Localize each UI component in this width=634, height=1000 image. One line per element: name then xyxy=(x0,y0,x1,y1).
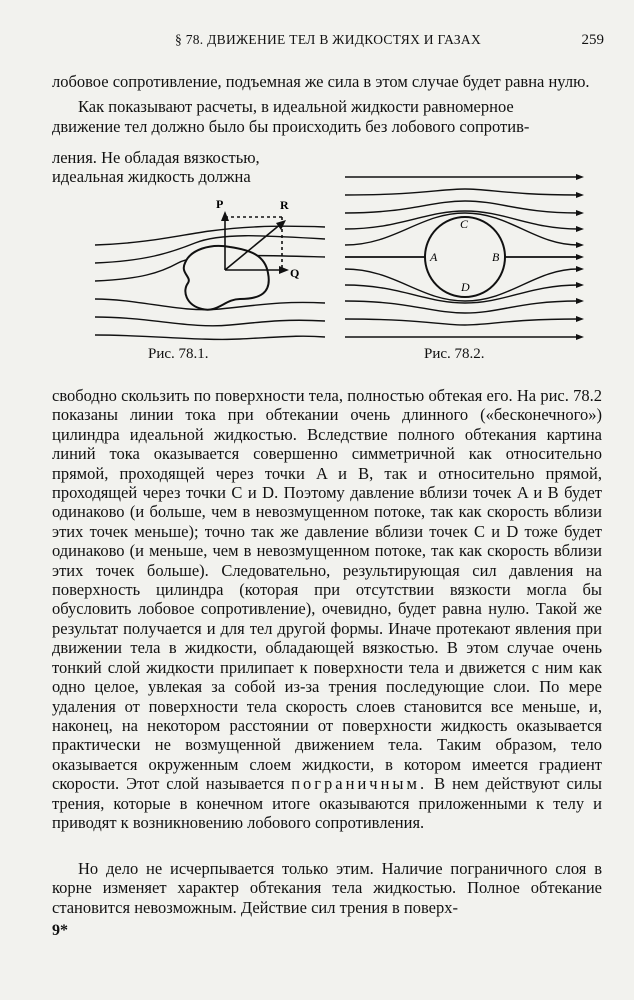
page-number: 259 xyxy=(581,32,604,48)
caption-78-2: Рис. 78.2. xyxy=(424,346,485,362)
main-tail: В нем действуют силы трения, которые в конечном итоге оказываются приложенными к телу и приводят к возникновению лобового сопротивления. xyxy=(52,774,603,832)
signature-mark: 9* xyxy=(52,922,68,939)
paragraph-2-line-1: Как показывают расчеты, в идеальной жидкости равномерное xyxy=(78,97,514,117)
main-body xyxy=(52,386,602,832)
label-d: D xyxy=(461,280,470,294)
wrap-line-2: идеальная жидкость должна xyxy=(52,167,251,187)
label-b: B xyxy=(492,250,500,264)
figure-78-2 xyxy=(340,165,590,350)
intro-block xyxy=(52,72,602,136)
term-boundary-layer: пограничным. xyxy=(291,774,428,794)
label-p: P xyxy=(216,197,224,211)
final-paragraph: Но дело не исчерпывается только этим. Наличие пограничного слоя в корне изменяет характер обтекания тела жидкостью. Полное обтекание становится невозможным. Действие сил трения в поверх- xyxy=(52,859,602,917)
page-header xyxy=(52,32,604,52)
label-a: A xyxy=(430,250,438,264)
paragraph-2-line-2: движение тел должно было бы происходить без лобового сопротив- xyxy=(52,116,530,136)
main-paragraph xyxy=(52,386,602,832)
fig1-body xyxy=(184,246,269,310)
caption-78-1: Рис. 78.1. xyxy=(148,346,209,362)
wrap-line-1-text: Не обладая вязкостью, xyxy=(101,148,260,167)
wrap-first-word: ления. xyxy=(52,148,97,167)
label-r: R xyxy=(280,198,289,212)
running-title: § 78. ДВИЖЕНИЕ ТЕЛ В ЖИДКОСТЯХ И ГАЗАХ xyxy=(174,32,482,47)
figure-78-1 xyxy=(90,195,330,345)
label-c: C xyxy=(460,217,469,231)
wrap-line-1 xyxy=(52,148,334,167)
intro-paragraph: лобовое сопротивление, подъемная же сила в этом случае будет равна нулю. xyxy=(52,72,590,91)
main-text: свободно скользить по поверхности тела, полностью обтекая его. На рис. 78.2 показаны линии тока при обтекании очень длинного («бесконечного») цилиндра идеальной жидкостью. Вследствие полного обтекания картина линий тока оказывается совершенно симметричной как относительно прямой, проходящей через точки A и B, так и относительно прямой, проходящей через точки C и D. Поэтому давление вблизи точек A и B будет одинаково (и больше, чем в невозмущенном потоке, так как скорость вблизи этих точек меньше); точно так же давление вблизи точек C и D тоже будет одинаково (и меньше, чем в невозмущенном потоке, так как скорость вблизи этих точек больше). Следовательно, результирующая сил давления на поверхность цилиндра (которая при отсутствии вязкости могла бы обусловить лобовое сопротивление), очевидно, будет равна нулю. Такой же результат получается и для тел другой формы. Иначе протекают явления при движении тела в жидкости, обладающей вязкостью. В этом случае очень тонкий слой жидкости прилипает к поверхности тела и движется с ним как одно целое, увлекая за собой из-за трения последующие слои. По мере удаления от поверхности тела скорость слоев становится все меньше, и, наконец, на некотором расстоянии от поверхности жидкость оказывается практически не возмущенной движением тела. Таким образом, тело оказывается окруженным слоем жидкости, в котором имеется градиент скорости. Этот слой называется xyxy=(52,386,602,794)
label-q: Q xyxy=(290,266,300,280)
wrapped-text xyxy=(52,148,334,187)
final-block xyxy=(52,853,602,917)
